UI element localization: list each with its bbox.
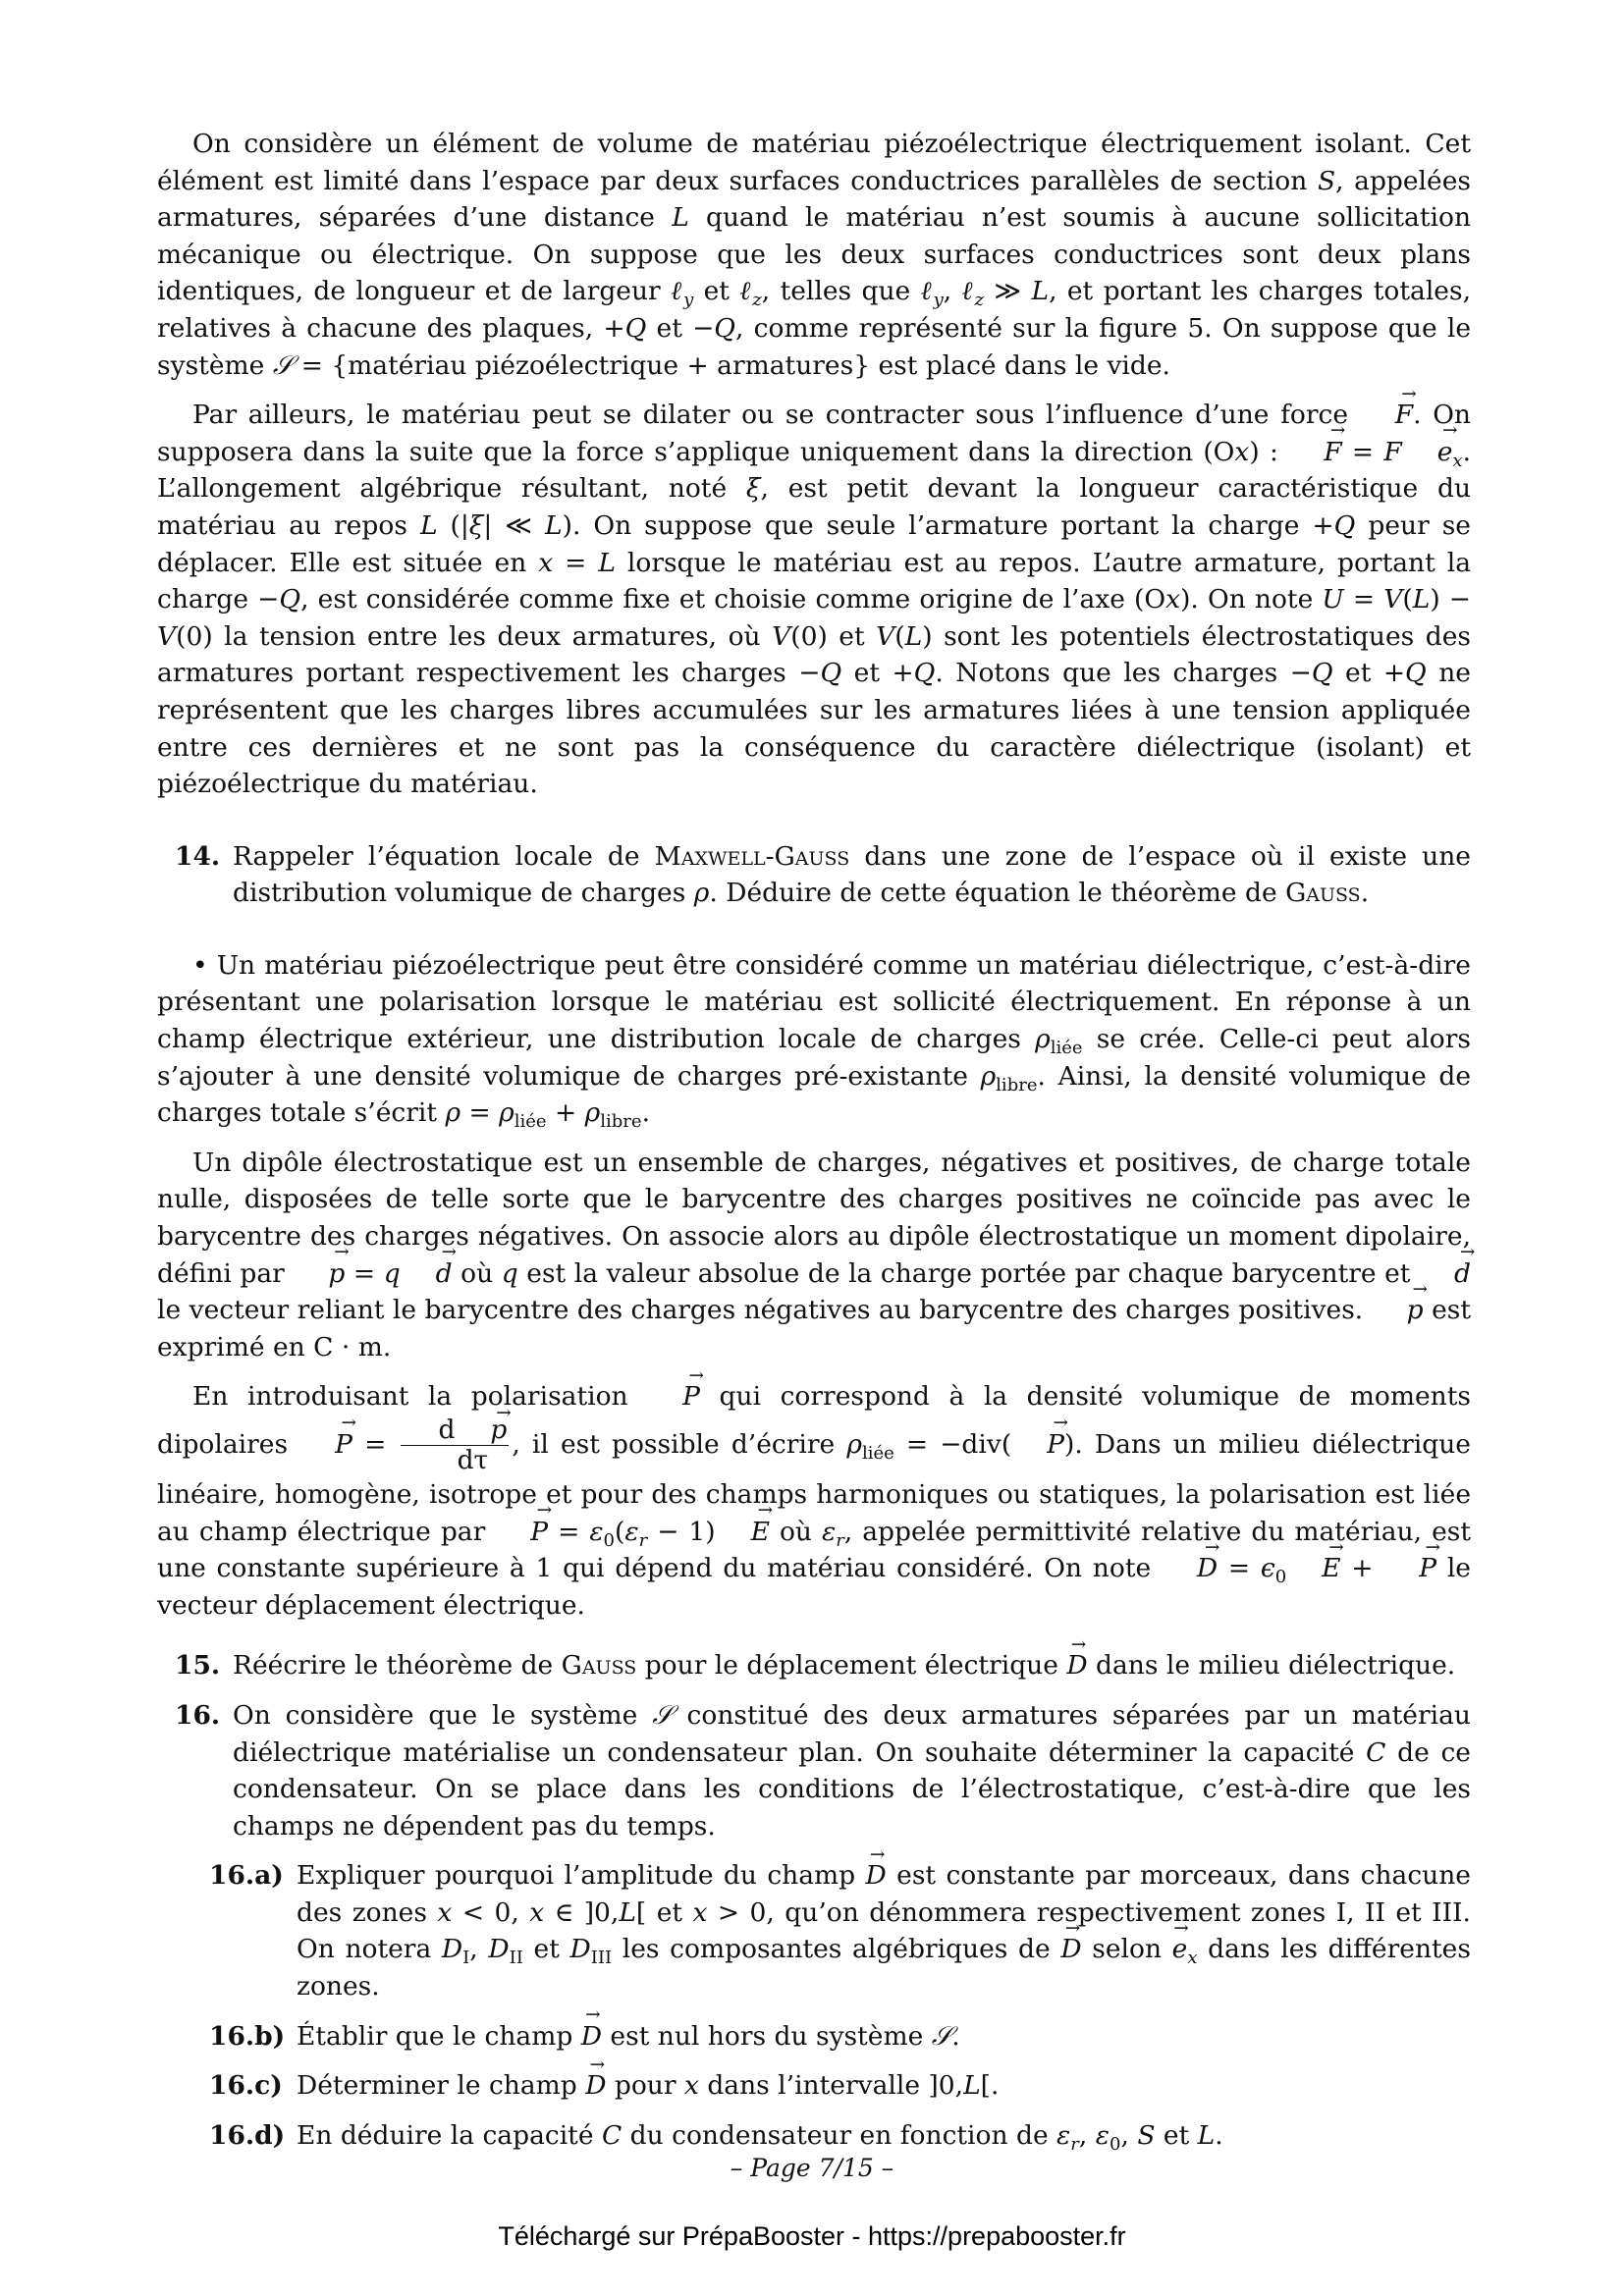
vector-symbol: → D [581,2018,602,2056]
vector-symbol: → E [716,1514,770,1551]
math-base: ρ [846,1428,862,1460]
math-subscript: r [1070,2133,1079,2155]
math-symbol: ξ [468,509,484,541]
math-base: ℓ [961,276,975,307]
math-subscripted [1171,1934,1198,1969]
fraction-numerator: d → p [401,1415,509,1446]
math-base: ℓ [671,276,684,307]
vector-symbol: → F [1288,434,1341,471]
math-subscripted [821,1516,844,1551]
math-symbol: U [1322,584,1344,615]
question-label: 15. [175,1650,221,1682]
math-symbol: x [538,547,554,578]
math-base: ρ [584,1097,601,1129]
author-name: Gauss [561,1650,637,1682]
math-symbol: Q [1311,658,1333,689]
question-label: 16. [175,1699,221,1731]
vector-symbol: → D [1066,1647,1087,1684]
math-symbol: S [1137,2119,1156,2151]
math-subscript: libre [996,1074,1038,1095]
vector-symbol: → E [1286,1550,1340,1587]
math-subscripted [980,1060,1038,1095]
math-subscripted [1260,1553,1287,1587]
math-symbol: Q [279,584,301,615]
math-subscript: y [933,290,944,311]
vector-symbol: → P [1011,1426,1064,1464]
subquestion-text: Établir que le champ → D est nul hors du système 𝒮. [297,2021,960,2052]
question-16c [157,2067,1471,2105]
vector-symbol: → p [1372,1292,1424,1329]
math-symbol: S [1317,165,1336,196]
math-subscript: libre [600,1111,642,1133]
vector-symbol: → D [1162,1550,1218,1587]
math-subscripted [1095,2119,1121,2155]
subquestion-label: 16.c) [209,2070,283,2102]
paragraph-text: Un matériau piézoélectrique peut être considéré comme un matériau diélectrique, c’est-à-dire présentant une polarisation lorsque le matériau est sollicité électriquement. En réponse à un champ électrique extérieur, une distribution locale de charges $\rho_{liée}$ se crée. Celle-ci peut alors s’ajouter à une densité volumique de charges pré-existante $\rho_{libre}$. Ainsi, la densité volumique de charges totale s’écrit $\rho = \rho_{liée} + \rho_{libre}$. [157,949,1472,1133]
math-base: ε [589,1516,604,1547]
math-base: ℓ [739,276,753,307]
paragraph-dipole: Un dipôle électrostatique est un ensemble de charges, négatives et positives, de charge totale nulle, disposées de telle sorte que le barycentre des charges positives ne coïncide pas avec le barycentre des charges négatives. On associe alors au dipôle électrostatique un moment dipolaire, défini par → p = q → d où q est la valeur absolue de la charge portée par chaque barycentre et → d le vecteur reliant le barycentre des charges négatives au barycentre des charges positives. → p est exprimé en C · m. [157,1145,1471,1366]
math-subscripted [739,276,762,311]
math-symbol: x [529,1896,545,1928]
math-symbol: ξ [745,473,761,505]
math-subscripted [1402,436,1463,471]
math-symbol: L [963,2070,981,2102]
math-subscript: y [683,290,694,311]
math-symbol: F [1383,436,1402,467]
math-base: → e [1172,1931,1188,1968]
vector-symbol: → d [1419,1255,1471,1293]
math-subscript: z [752,290,762,311]
bullet-icon: • [192,949,208,981]
math-symbol: Q [1405,658,1427,689]
math-symbol: V [157,620,177,652]
math-symbol: Q [820,658,842,689]
math-symbol: L [545,509,563,541]
subquestion-label: 16.a) [209,1860,284,1892]
question-16d [157,2117,1471,2155]
math-symbol: V [772,620,791,652]
math-subscript: III [590,1948,613,1969]
vector-symbol: → F [1360,397,1413,434]
math-subscript: x [1452,450,1463,471]
page-number: – Page 7/15 – [730,2154,894,2182]
math-subscript: 0 [1110,2133,1121,2155]
math-symbol: q [501,1257,518,1289]
question-label: 14. [175,840,221,872]
question-text: On considère que le système 𝒮 constitué des deux armatures séparées par un matériau diélectrique matérialise un condensateur plan. On souhaite déterminer la capacité C de ce condensateur. On se place dans les conditions de l’électrostatique, c’est-à-dire que les champs ne dépendent pas du temps. [233,1699,1471,1842]
document-body [157,126,1471,2154]
question-text: Rappeler l’équation locale de Maxwell-Gauss dans une zone de l’espace où il existe une distribution volumique de charges ρ. Déduire de cette équation le théorème de Gauss. [233,840,1471,909]
math-subscripted [441,1934,470,1969]
math-symbol: C [1366,1736,1386,1768]
vector-symbol: → D [585,2067,606,2105]
math-symbol: L [419,509,438,541]
math-subscripted [569,1934,613,1969]
vector-symbol: → D [1060,1931,1081,1968]
paragraph-force: Par ailleurs, le matériau peut se dilater ou se contracter sous l’influence d’une force → F. On supposera dans la suite que la force s’applique uniquement dans la direction (Ox) : → $F = F \to e_x$. L’allongement algébrique résultant, noté ξ, est petit devant la longueur caractéristique du matériau au repos L (|ξ| ≪ L). On suppose que seule l’armature portant la charge +Q peur se déplacer. Elle est située en x = L lorsque le matériau est au repos. L’autre armature, portant la charge −Q, est considérée comme fixe et choisie comme origine de l’axe (Ox). On note U = V(L) − V(0) la tension entre les deux armatures, où V(0) et V(L) sont les potentiels électrostatiques des armatures portant respectivement les charges −Q et +Q. Notons que les charges −Q et +Q ne représentent que les charges libres accumulées sur les armatures liées à une tension appliquée entre ces dernières et ne sont pas la conséquence du caractère diélectrique (isolant) et piézoélectrique du matériau. [157,397,1471,803]
math-subscript: r [638,1529,648,1551]
math-subscript: 0 [1274,1566,1287,1587]
question-text: Réécrire le théorème de Gauss pour le déplacement électrique → D dans le milieu diélectrique. [233,1650,1455,1681]
math-base: D [441,1934,463,1965]
math-subscript: liée [514,1111,547,1133]
math-subscript: liée [861,1442,894,1464]
math-symbol: L [598,547,616,578]
math-symbol: L [1412,584,1431,615]
vector-symbol: → P [495,1514,548,1551]
math-base: ε [624,1516,639,1547]
question-16 [157,1697,1471,1844]
subquestion-text: Déterminer le champ → D pour x dans l’intervalle ]0,L[. [297,2070,999,2101]
math-base: ρ [980,1060,997,1092]
math-symbol: x [692,1896,708,1928]
vector-symbol: → d [401,1255,453,1293]
math-symbol: x [1165,584,1181,615]
math-subscript: x [1187,1948,1198,1969]
vector-symbol: → P [647,1378,700,1415]
download-footer: Téléchargé sur PrépaBooster - https://prepabooster.fr [498,2221,1126,2251]
math-subscript: liée [1050,1037,1083,1058]
math-base: → e [1402,434,1453,471]
math-base: ℓ [920,276,934,307]
math-symbol: V [1383,584,1403,615]
math-subscript: II [509,1948,523,1969]
paragraph-polarisation: En introduisant la polarisation → P qui correspond à la densité volumique de moments dipolaires → P = $\frac{d \to p}{d\tau}$ , il est possible d’écrire $\rho_{liée} = -div( \to P)$. Dans un milieu diélectrique linéaire, homogène, isotrope et pour des champs harmoniques ou statiques, la polarisation est liée au champ électrique par → $P = \varepsilon_0(\varepsilon_r - 1) \to E$ où $\varepsilon_r$, appelée permittivité relative du matériau, est une constante supérieure à 1 qui dépend du matériau considéré. On note → $D = \epsilon_0 \to E$ + → P le vecteur déplacement électrique. [157,1378,1471,1624]
math-symbol: V [876,620,895,652]
math-symbol: 𝒮 [652,1699,673,1731]
math-symbol: L [1031,276,1050,307]
vector-symbol: → p [293,1255,345,1293]
math-subscripted [499,1097,547,1133]
math-subscript: z [974,290,985,311]
author-name: Gauss [1285,878,1361,909]
math-symbol: L [904,620,923,652]
math-base: D [488,1934,510,1965]
math-subscript: r [836,1529,844,1551]
math-symbol: C [601,2119,623,2151]
math-subscripted [624,1516,648,1551]
math-base: ϵ [1260,1553,1275,1584]
math-symbol: x [683,2070,699,2102]
math-subscripted [589,1516,616,1551]
question-15 [157,1647,1471,1684]
subquestion-label: 16.d) [209,2119,286,2151]
math-subscripted [920,276,944,311]
math-symbol: q [383,1257,401,1289]
math-symbol: 𝒮 [272,349,294,381]
math-symbol: L [619,1896,636,1928]
math-subscripted [961,276,985,311]
question-16a [157,1857,1471,2004]
math-subscript: 0 [603,1529,616,1551]
math-subscripted [1056,2119,1079,2155]
math-subscripted [1035,1024,1083,1058]
math-base: ε [1056,2119,1071,2151]
math-symbol: ρ [693,878,710,909]
math-base: D [569,1934,591,1965]
math-base: ε [821,1516,837,1547]
author-name: Maxwell-Gauss [654,840,850,872]
question-14 [157,838,1471,912]
math-subscript: I [462,1948,470,1969]
subquestion-text: En déduire la capacité C du condensateur en fonction de $\varepsilon_r$, $\varepsilon_0$, S et L. [297,2119,1223,2155]
math-subscripted [488,1934,523,1969]
fraction-denominator: dτ [457,1445,489,1476]
paragraph-intro: On considère un élément de volume de matériau piézoélectrique électriquement isolant. Cet élément est limité dans l’espace par deux surfaces conductrices parallèles de section S, appelées armatures, séparées d’une distance L quand le matériau n’est soumis à aucune sollicitation mécanique ou électrique. On suppose que les deux surfaces conductrices sont deux plans identiques, de longueur et de largeur ℓ$_y$ et ℓ$_z$, telles que ℓ$_y$, ℓ$_z$ ≫ L, et portant les charges totales, relatives à chacune des plaques, +Q et −Q, comme représenté sur la figure 5. On suppose que le système 𝒮 = {matériau piézoélectrique + armatures} est placé dans le vide. [157,129,1472,381]
subquestion-text: Expliquer pourquoi l’amplitude du champ → D est constante par morceaux, dans chacune des zones x < 0, x ∈ ]0,L[ et x > 0, qu’on dénommera respectivement zones I, II et III. On notera $D_I$, $D_{II}$ et $D_{III}$ les composantes algébriques de → D selon → $e_x$ dans les différentes zones. [297,1860,1471,2002]
subquestion-label: 16.b) [209,2020,286,2052]
math-symbol: L [1197,2119,1216,2151]
math-base: ρ [499,1097,514,1129]
math-base: ε [1095,2119,1110,2151]
math-symbol: ρ [445,1097,461,1129]
math-symbol: Q [714,312,736,344]
math-symbol: x [1234,436,1250,467]
vector-symbol: → D [866,1857,887,1895]
math-symbol: 𝒮 [931,2020,952,2052]
vector-symbol: → P [299,1426,352,1464]
math-symbol: x [437,1896,453,1928]
math-symbol: L [672,202,689,234]
math-subscripted [584,1097,642,1133]
vector-symbol: → P [1383,1550,1436,1587]
math-symbol: Q [624,312,647,344]
math-symbol: Q [913,658,936,689]
math-symbol: Q [1333,509,1356,541]
math-subscripted [671,276,694,311]
vector-symbol: → p [455,1415,507,1445]
math-fraction [401,1415,509,1476]
math-base: ρ [1035,1024,1051,1055]
math-subscripted [846,1428,894,1464]
question-16b [157,2018,1471,2056]
paragraph-dielectric [157,947,1471,1132]
